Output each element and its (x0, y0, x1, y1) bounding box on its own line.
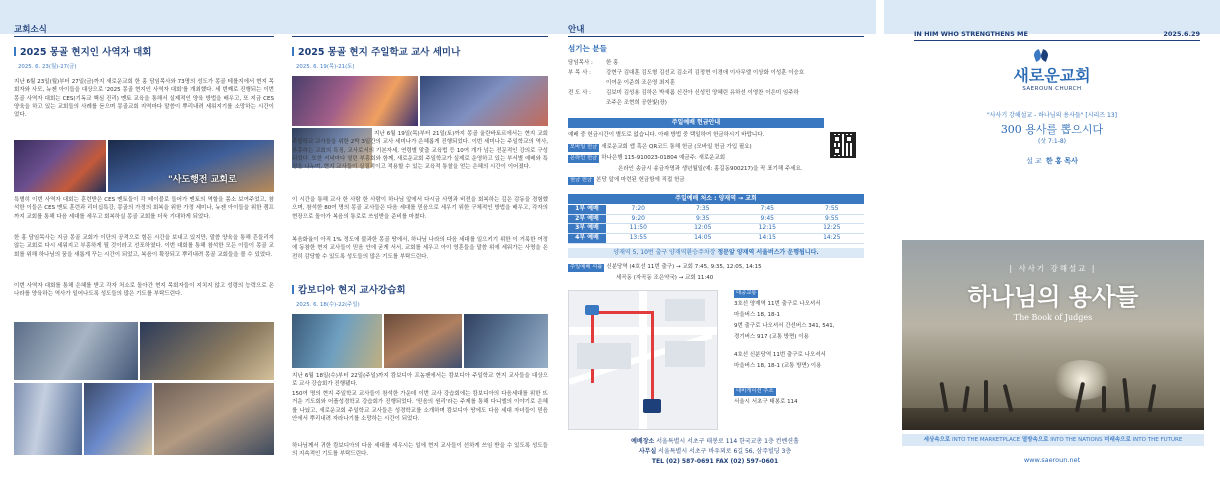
offering-text: 본당 앞에 마련된 헌금함에 직접 헌금 (596, 177, 685, 183)
servers-title: 섬기는 분들 (568, 44, 607, 53)
photo-table-session (140, 322, 274, 380)
footer-text: 서울특별시 서초구 태봉로 114 한국교총 1층 컨벤션홀 (656, 438, 799, 445)
slogan-en: INTO THE FUTURE (1130, 437, 1183, 443)
cover-rule (914, 40, 1200, 41)
cover-header-band (884, 0, 1220, 34)
slogan-ko: 열방속으로 (1021, 437, 1049, 443)
photo-cambodia-banner (464, 314, 548, 368)
shuttle-time: 7:35 (671, 205, 736, 214)
warrior-silhouette (1102, 386, 1106, 412)
schedule-row (568, 224, 864, 234)
photo-worship-stage (14, 140, 106, 192)
server-role: 담임목사 : (568, 60, 593, 66)
direction-line: 마을버스 18, 18-1 (교통 방면) 이용 (734, 363, 822, 369)
route-line (651, 311, 654, 411)
article-paragraph: 하나님께서 귀한 캄보디아의 다음 세대를 세우시는 일에 현지 교사들이 선하게 쓰임 받을 수 있도록 성도들의 지속적인 기도를 부탁드린다. (292, 443, 548, 458)
server-row (568, 60, 618, 68)
article-paragraph: 지난 6월 23일(월)부터 27일(금)까지 새로운교회 한 홍 담임목사와 73명의 성도가 몽골 테를지에서 현지 목회자와 사모, 뉴젠 아이들을 대상으로 '2025 몽골 현지인 사역자 대회'를 개최했다. 세 번째로 진행되는 이번 몽골 사역자 대회는 CES(기독교 핵심 진리) 멘토 교육을 통해서 실제적인 양육 방법을 배우고, 또 지금 CES 양육을 하고 있는 교회들의 사례를 듣으며 몽골교회 지역마다 말씀이 뿌리내려 세워지기를 소망하는 시간이었다. (14, 79, 274, 118)
qr-code[interactable] (830, 132, 856, 158)
shuttle-time: 9:35 (671, 214, 736, 224)
shuttle-time: 7:20 (606, 205, 671, 214)
shuttle-schedule-table (568, 205, 864, 244)
bus-line: 신분당역 (4호선 11번 출구) → 교회 7:45, 9:35, 12:05, 14:15 (606, 264, 762, 270)
photo-group-leaders (14, 322, 138, 380)
article-date: 2025. 6. 23(월)-27(금) (18, 64, 77, 70)
photo-seminar-room (14, 383, 82, 455)
photo-cambodia-group (292, 314, 382, 368)
shuttle-time: 9:20 (606, 214, 671, 224)
bulletin-cover (884, 0, 1220, 478)
section-rule (292, 36, 548, 37)
offering-row (568, 144, 752, 152)
church-name: 새로운교회 (1013, 66, 1091, 85)
article-paragraph: 지난 6월 19일(목)부터 21일(토)까지 몽골 울란바토르에서는 현지 교회 주일학교 교사들을 위한 2박 3일간의 교사 세미나가 은혜롭게 진행되었다. 이번 세미나는 주일학교의 역사, 부흥하는 교회의 특징, 교사로서의 기본자세, 연령별 맞춤 교육법 등 10여 개가 넘는 전문적인 강의로 구성되었다. 또한 저녁마다 열린 부흥회와 함께, 새로운교회 주일학교가 실제로 운영하고 있는 부서별 예배와 특징을 나누며, 현지 교사들이 실질적이고 적용할 수 있는 교육적 통찰을 얻는 은혜의 시간이 이어졌다. (292, 131, 548, 170)
direction-line: 경기버스 917 (교통 방면) 이용 (734, 334, 809, 340)
cover-hero-image (902, 240, 1204, 430)
shuttle-time: 14:15 (735, 234, 800, 244)
shuttle-note (568, 248, 864, 258)
preacher-label: 설교 (1026, 157, 1044, 165)
article-paragraph: 한 홍 담임목사는 지금 몽골 교회가 이단의 공격으로 힘든 시간을 보내고 있지만, 말씀 양육을 통해 흔들리지 않는 교회로 다시 세워지고 부흥하게 될 것이라고 선포하였다. 이번 대회를 통해 참석한 모든 이들이 몽골 교회를 위해 하나님의 꿈을 새롭게 꾸는 시간이 되었고, 복음이 확장되고 뿌리내려 몽골 교회들을 볼 수 있었다. (14, 235, 274, 258)
footer-label: 예배장소 (631, 438, 655, 445)
news-panel-left (0, 0, 286, 478)
shuttle-time: 12:15 (735, 224, 800, 234)
footer-text: (02) 587-0691 FAX (02) 597-0601 (665, 458, 779, 465)
photo-worship-audience (84, 383, 152, 455)
sermon-verse: (삿 7:1-8) (1037, 138, 1067, 145)
section-rule (14, 36, 274, 37)
article-paragraph: 복음화율이 아직 1% 정도에 불과한 몽골 땅에서, 하나님 나라의 다음 세대를 일으키기 위한 이 거룩한 여정에 동참한 현지 교사들이 믿음 안에 굳게 서서, 교회를 세우고 아이 영혼들을 말씀 위에 세워가는 사명을 온전히 감당할 수 있도록 성도들의 많은 기도를 부탁드린다. (292, 237, 548, 260)
directions-tag-row (734, 290, 760, 298)
map-block (665, 299, 705, 321)
info-panel (554, 0, 876, 478)
map-block (577, 343, 631, 369)
shuttle-time: 9:45 (735, 214, 800, 224)
article-paragraph: 지난 6월 18일(수)부터 22일(주일)까지 캄보디아 프놈펜에서는 캄보디아 주일학교 현지 교사들을 대상으로 교사 강습회가 진행됐다. (292, 373, 548, 388)
server-names: 한 홍 (606, 60, 619, 66)
nav-tag-row (734, 388, 778, 396)
church-url[interactable]: www.saeroun.net (1023, 456, 1081, 464)
schedule-row (568, 214, 864, 224)
server-row (568, 70, 804, 78)
service-label: 1부 예배 (568, 205, 606, 214)
offering-text: 온라인 송금시 송금자명과 생년월일(예: 홍길동900217)을 꼭 표기해 주세요. (618, 166, 803, 172)
preacher-name: 한 홍 목사 (1045, 157, 1078, 165)
header-band (554, 0, 876, 34)
footer-office (554, 448, 876, 457)
bus-row: 세곡동 (자곡동 조은약국) → 교회 11:40 (616, 275, 714, 281)
direction-line: 9번 출구로 나오셔서 간선버스 341, 541, (734, 323, 835, 329)
footer-text: 서울특별시 서초구 바우뫼로 6길 56, 삼주빌딩 3층 (658, 448, 792, 455)
article-paragraph: 이 시간을 통해 교사 한 사람 한 사람이 하나님 앞에서 다시금 사명과 비전을 회복하는 깊은 감동을 경험했으며, 참석한 80여 명의 몽골 교사들은 다음 세대를 믿음으로 세우기 위한 구체적인 방법을 배우고, 각자의 현장으로 돌아가 복음의 통로로 쓰임받을 준비를 마쳤다. (292, 197, 548, 220)
photo-teacher-group (420, 76, 548, 126)
warrior-silhouette (984, 380, 988, 412)
slogan-ko: 세상속으로 (923, 437, 951, 443)
news-panel-right (286, 0, 554, 478)
server-names: 김보미 김성용 김하은 박새롬 신건아 신성민 양혜린 유하선 이영찬 이은미 임주하 (606, 90, 799, 96)
server-names: 이여운 이준희 조은영 최지훈 (606, 80, 676, 86)
photo-banner-text: "사도행전 교회로 (168, 175, 237, 185)
service-label: 2부 예배 (568, 214, 606, 224)
service-label: 4부 예배 (568, 234, 606, 244)
slogan-en: INTO THE MARKETPLACE (950, 437, 1022, 443)
sermon-series: "사사기 강해설교 - 하나님의 용사들" [시리즈 13] (987, 112, 1117, 119)
server-names: 조주은 조현희 공한빛(장) (606, 100, 667, 106)
schedule-row (568, 205, 864, 214)
offering-row (568, 155, 725, 163)
church-logo-icon (1032, 48, 1050, 62)
offering-text: 하나은행 115-910023-01804 예금주: 새로운교회 (601, 155, 726, 161)
offering-row (568, 177, 685, 185)
section-title-news: 교회소식 (14, 25, 47, 35)
cover-date: 2025.6.29 (1163, 30, 1200, 38)
series-label: | 사사기 강해설교 | (1009, 264, 1097, 273)
article-title-cambodia-teachers: 캄보디아 현지 교사강습회 (292, 284, 406, 298)
shuttle-note-a: 양재역 5, 10번 출구 양재역환승주차장 (613, 249, 718, 256)
article-date: 2025. 6. 19(목)-21(토) (296, 64, 355, 70)
schedule-header: 주일예배 처소 : 양재역 → 교회 (568, 194, 864, 204)
shuttle-time: 12:05 (671, 224, 736, 234)
cover-motto: IN HIM WHO STRENGTHENS ME (914, 30, 1028, 38)
offering-tag: 온라인 헌금 (570, 155, 598, 161)
sermon-title: 300 용사를 뽑으시다 (1000, 123, 1104, 136)
church-pin-icon (643, 399, 661, 413)
footer-venue (554, 438, 876, 447)
header-band (286, 0, 554, 34)
photo-cambodia-class (384, 314, 462, 368)
offering-tag: 현금 헌금 (570, 177, 593, 183)
footer-label: TEL (651, 458, 664, 465)
schedule-row (568, 234, 864, 244)
photo-worship-hall (108, 140, 274, 192)
article-title-mongolia-teachers: 2025 몽골 현지 주일학교 교사 세미나 (292, 46, 460, 60)
footer-label: 사무실 (638, 448, 657, 455)
article-date: 2025. 6. 18(수)-22(주일) (296, 302, 360, 308)
shuttle-time: 12:25 (800, 224, 865, 234)
article-paragraph: 150여 명의 현지 주일학교 교사들이 참석한 가운데 이번 교사 강습회에는 캄보디아의 다음세대를 위한 뜨거운 기도회와 어플성경학교 강습회가 진행되었다. '믿음의 원리'라는 주제를 통해 다니엘의 이야기로 은혜를 나눴고, 새로운교회 주일학교 교사들은 성경학교를 소개하며 캄보디아 땅에도 다음 세대 자녀들이 믿음 안에서 뿌리내려 자라나기를 소망하는 시간이 되었다. (292, 391, 548, 422)
shuttle-time: 13:55 (606, 234, 671, 244)
shuttle-time: 7:45 (735, 205, 800, 214)
server-role: 부 목 사 : (568, 70, 592, 76)
shuttle-note-b: 정문앞 양재역 서울버스가 운행됩니다. (717, 249, 819, 256)
offering-note: 예배 중 헌금시간이 별도로 없습니다. 아래 방법 중 택일하여 헌금하시기 바랍니다. (568, 132, 765, 138)
slogan-en: INTO THE NATIONS (1048, 437, 1105, 443)
offering-row (618, 166, 803, 174)
route-line (591, 311, 651, 314)
cover-big-title: 하나님의 용사들 (967, 282, 1139, 311)
shuttle-time: 14:25 (800, 234, 865, 244)
slogan-ko: 미래속으로 (1104, 437, 1131, 443)
shuttle-time: 11:50 (606, 224, 671, 234)
offering-header: 주일예배 헌금안내 (568, 118, 824, 128)
article-title-mongolia-workers: 2025 몽골 현지인 사역자 대회 (14, 46, 151, 60)
warrior-silhouette (1122, 378, 1130, 412)
offering-text: 새로운교회 앱 혹은 QR코드 통해 헌금 (모바일 헌금 가입 필요) (601, 144, 752, 150)
nav-address: 서울시 서초구 태봉로 114 (734, 399, 798, 405)
server-row (568, 80, 675, 88)
bus-tag: 주일예배 셔틀 (570, 264, 603, 270)
footer-phone (554, 458, 876, 467)
shuttle-time: 14:05 (671, 234, 736, 244)
shuttle-time: 7:55 (800, 205, 865, 214)
map-block (665, 341, 705, 367)
server-names: 강현구 김대훈 김도형 김선교 김소리 김정현 이경애 이사무엘 이상화 이성훈 이승호 (606, 70, 805, 76)
photo-group-gathering (154, 383, 274, 455)
location-map[interactable] (568, 290, 718, 430)
section-title-info: 안내 (568, 25, 585, 35)
article-paragraph: 특별히 이번 사역자 대회는 훈련받은 CES 멘토들이 각 테이블로 들어가 멘토의 역할을 몸소 보여주었고, 참석한 이들은 CES 멘토 훈련과 리더십특강, 몽골의 가정의 회복을 위한 가정 세미나, 뉴젠 아이들을 위한 캠프까지 교회를 통해 다음 세대를 세우고 회복하실 몽골 교회를 더욱 기대하게 되었다. (14, 197, 274, 220)
direction-line: 4호선 신분당역 11번 출구로 나오셔서 (734, 352, 826, 358)
offering-tag: 모바일 헌금 (570, 144, 598, 150)
shuttle-time: 9:55 (800, 214, 865, 224)
article-paragraph: 이번 사역자 대회를 통해 은혜를 받고 각자 처소로 돌아간 현지 목회자들이 지치지 않고 성령의 능력으로 온 나라를 양육하는 역사가 일어나도록 성도들의 많은 기도를 부탁드린다. (14, 283, 274, 298)
transit-tag: 대중교통 (736, 290, 757, 296)
church-name-en: SAEROUN CHURCH (1022, 86, 1082, 92)
direction-line: 마을버스 18, 18-1 (734, 312, 780, 318)
section-rule (568, 36, 864, 37)
preacher (884, 156, 1220, 166)
nav-tag: 내비게이션 주소 (736, 388, 774, 394)
photo-teacher-worship (292, 76, 418, 126)
direction-line: 3호선 양재역 11번 출구로 나오셔서 (734, 301, 821, 307)
cover-big-title-en: The Book of Judges (1013, 313, 1093, 322)
server-role: 전 도 사 : (568, 90, 592, 96)
station-pin-icon (585, 305, 599, 315)
bus-row (568, 264, 762, 272)
cover-bottom-band (902, 434, 1204, 446)
server-row (568, 100, 667, 108)
server-row (568, 90, 799, 98)
service-label: 3부 예배 (568, 224, 606, 234)
